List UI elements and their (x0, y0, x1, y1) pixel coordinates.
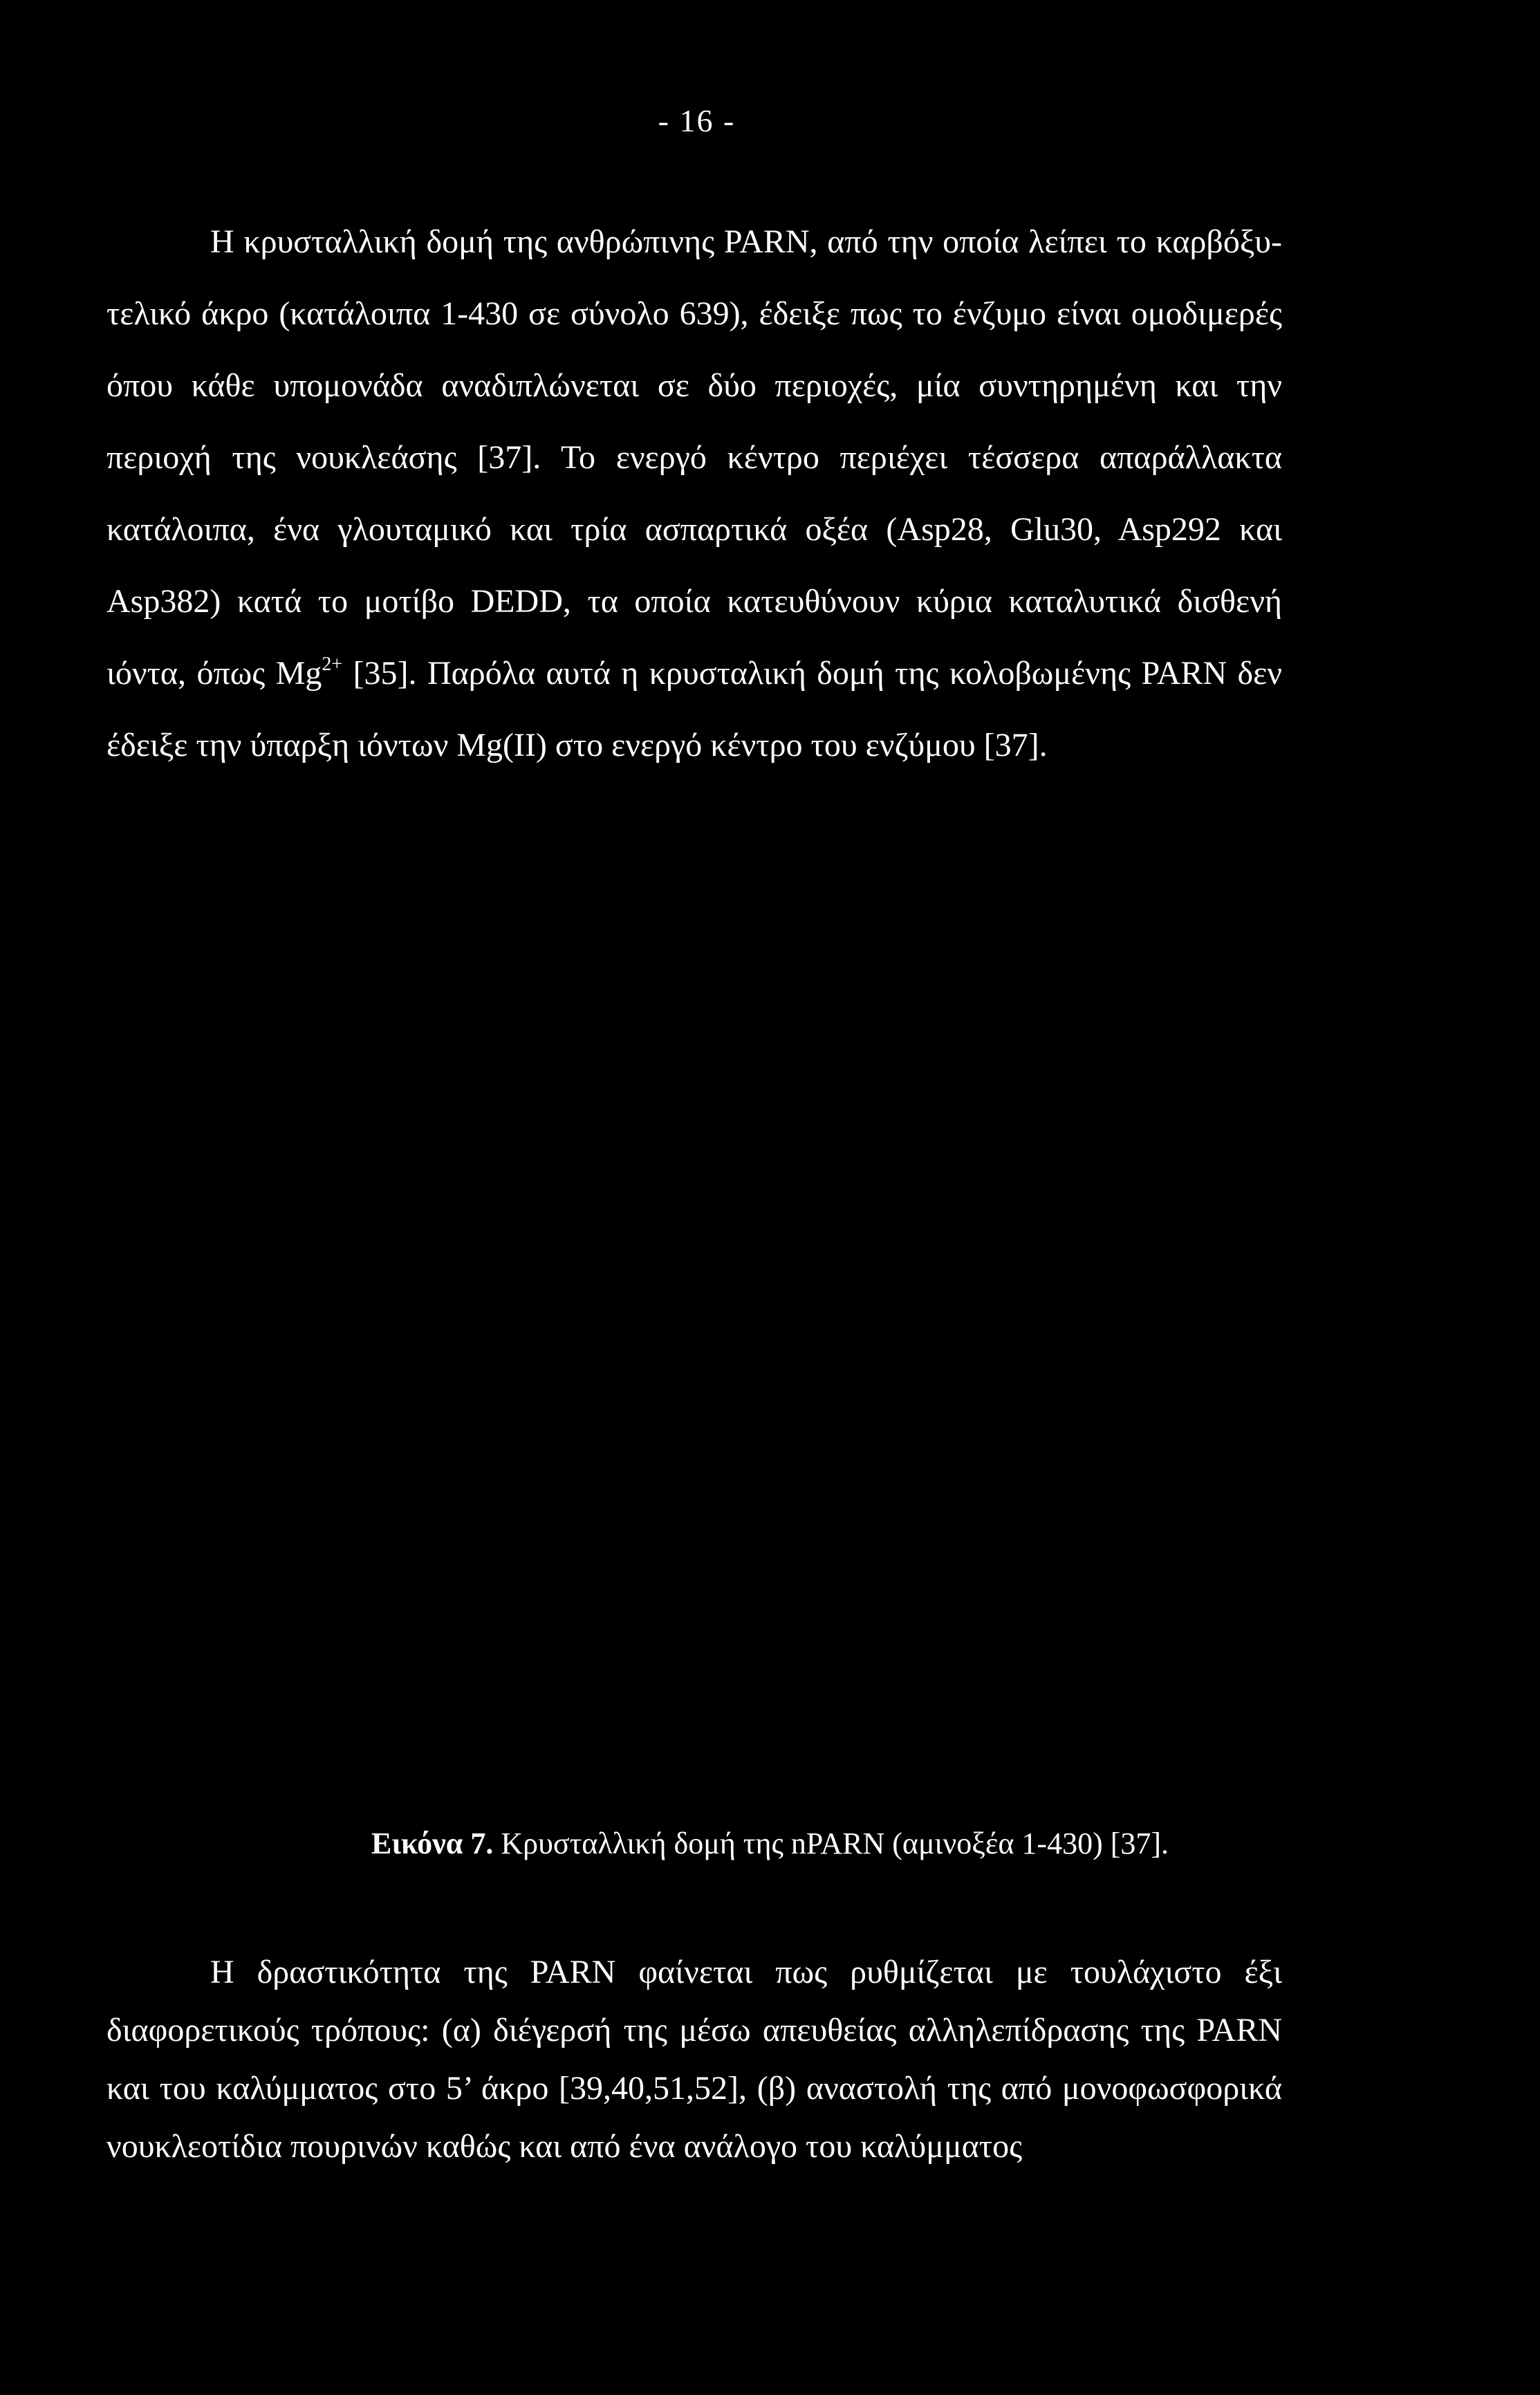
paragraph-1-text-start: Η κρυσταλλική δομή της ανθρώπινης PARN, από την οποία λείπει το καρβόξυ-τελικό άκρο (κατάλοιπα 1-430 σε σύνολο 639), έδειξε πως το ένζυμο είναι ομοδιμερές όπου κάθε υπομονάδα αναδιπλώνεται σε δύο περιοχές, μία συντηρημένη και την περιοχή της νουκλεάσης [37]. Το ενεργό κέντρο περιέχει τέσσερα απαράλλακτα κατάλοιπα, ένα γλουταμικό και τρία ασπαρτικά οξέα (Asp28, Glu30, Asp292 και Asp382) κατά το μοτίβο DEDD, τα οποία κατευθύνουν κύρια καταλυτικά δισθενή ιόντα, όπως Mg (106, 223, 1282, 692)
paragraph-1-text-end: [35]. Παρόλα αυτά η κρυσταλική δομή της κολοβωμένης PARN δεν έδειξε την ύπαρξη ιόντων Mg(II) στο ενεργό κέντρο του ενζύμου [37]. (106, 655, 1282, 764)
figure-caption (0, 1826, 1540, 1861)
body-paragraph-1 (106, 206, 1282, 782)
body-paragraph-2: Η δραστικότητα της PARN φαίνεται πως ρυθμίζεται με τουλάχιστο έξι διαφορετικούς τρόπους: (α) διέγερσή της μέσω απευθείας αλληλεπίδρασης της PARN και του καλύμματος στο 5’ άκρο [39,40,51,52], (β) αναστολή της από μονοφωσφορικά νουκλεοτίδια πουρινών καθώς και από ένα ανάλογο του καλύμματος (106, 1954, 1282, 2165)
figure-caption-label: Εικόνα 7. (371, 1827, 494, 1860)
figure-image-area (106, 816, 1282, 1812)
figure-caption-text: Κρυσταλλική δομή της nPARN (αμινοξέα 1-430) [37]. (493, 1827, 1169, 1860)
superscript-charge: 2+ (322, 654, 343, 675)
page-number: - 16 - (658, 103, 736, 138)
